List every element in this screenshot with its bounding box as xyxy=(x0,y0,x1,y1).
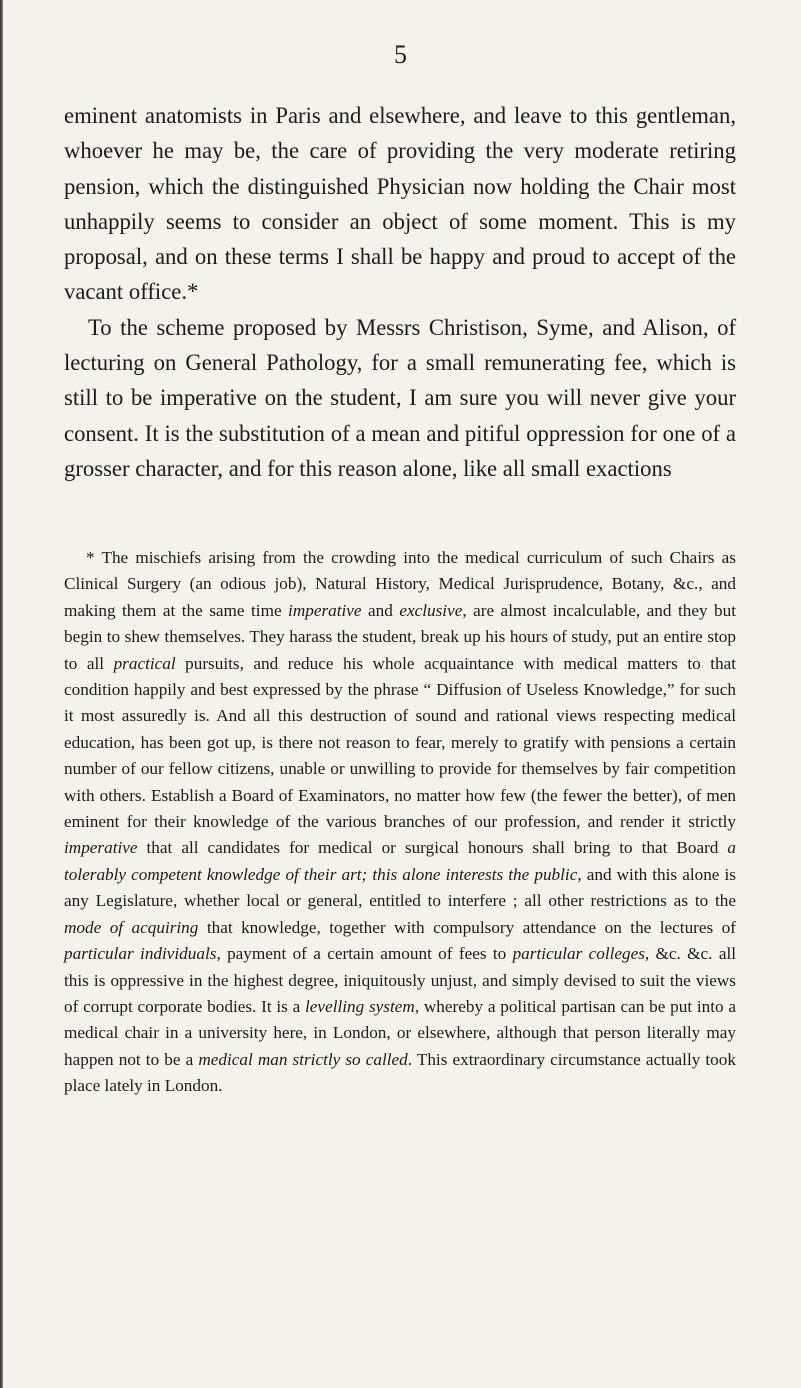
footnote-segment: pursuits, and reduce his whole acquaintance with medical matters to that condition happily and best expressed by the phrase “ Diffusion of Useless Knowledge,” for such it most assuredly is. And all this destruction of sound and rational views respecting medical education, has been got up, is there not reason to fear, merely to gratify with pensions a certain number of our fellow citizens, unable or unwilling to provide for themselves by fair competition with others. Establish a Board of Examinators, no matter how few (the fewer the better), of men eminent for their knowledge of the various branches of our profession, and render it strictly xyxy=(64,653,736,832)
page-binding-edge xyxy=(0,0,3,1388)
page-number: 5 xyxy=(394,40,407,69)
footnote-segment: , are almost incalculable, and they but begin to shew themselves. They harass the student, break up his hours of study, put an entire stop to all xyxy=(64,600,736,673)
footnote-italic: imperative xyxy=(288,600,362,620)
footnote-segment: that all candidates for medical or surgical honours shall bring to that Board xyxy=(137,838,728,858)
footnote-segment: . This extraordinary circumstance actually took place lately in London. xyxy=(64,1049,736,1096)
footnote-reference-marker: * xyxy=(187,279,199,305)
footnote xyxy=(64,545,736,1100)
footnote-italic: a tolerably competent knowledge of their art; this alone interests the public xyxy=(64,838,736,884)
footnote-italic: particular colleges xyxy=(512,944,645,964)
footnote-italic: imperative xyxy=(64,838,138,858)
footnote-italic: medical man strictly so called xyxy=(198,1049,408,1069)
footnote-segment: and xyxy=(361,600,400,620)
footnote-italic: particular individuals xyxy=(64,944,217,964)
paragraph-2: To the scheme proposed by Messrs Christison, Syme, and Alison, of lecturing on General Pathology, for a small remunerating fee, which is still to be imperative on the student, I am sure you will never give your consent. It is the substitution of a mean and pitiful oppression for one of a grosser character, and for this reason alone, like all small exactions xyxy=(64,314,736,481)
footnote-segment: , &c. &c. all this is oppressive in the highest degree, iniquitously unjust, and simply devised to suit the views of corrupt corporate bodies. It is a xyxy=(64,944,736,1016)
footnote-text xyxy=(64,545,736,1100)
footnote-italic: practical xyxy=(113,653,176,673)
footnote-segment: , and with this alone is any Legislature, whether local or general, entitled to interfere ; all other restrictions as to the xyxy=(64,864,736,911)
footnote-italic: levelling system xyxy=(305,996,415,1016)
footnote-italic: exclusive xyxy=(399,600,463,620)
footnote-segment: , whereby a political partisan can be put into a medical chair in a university here, in London, or elsewhere, although that person literally may happen not to be a xyxy=(64,996,737,1069)
footnote-segment: that knowledge, together with compulsory attendance on the lectures of xyxy=(198,917,736,937)
paragraph-1 xyxy=(64,98,736,310)
footnote-marker: * xyxy=(86,548,95,567)
paragraph-1-text: eminent anatomists in Paris and elsewhere, and leave to this gentleman, whoever he may be, the care of providing the very moderate retiring pension, which the distinguished Physician now holding the Chair most unhappily seems to consider an object of some moment. This is my proposal, and on these terms I shall be happy and proud to accept of the vacant office. xyxy=(64,103,736,305)
footnote-segment: The mischiefs arising from the crowding into the medical curriculum of such Chairs as Clinical Surgery (an odious job), Natural History, Medical Jurisprudence, Botany, &c., and making them at the same time xyxy=(64,548,736,620)
footnote-segment: , payment of a certain amount of fees to xyxy=(216,944,513,964)
main-text xyxy=(64,98,736,486)
footnote-italic: mode of acquiring xyxy=(64,917,199,937)
